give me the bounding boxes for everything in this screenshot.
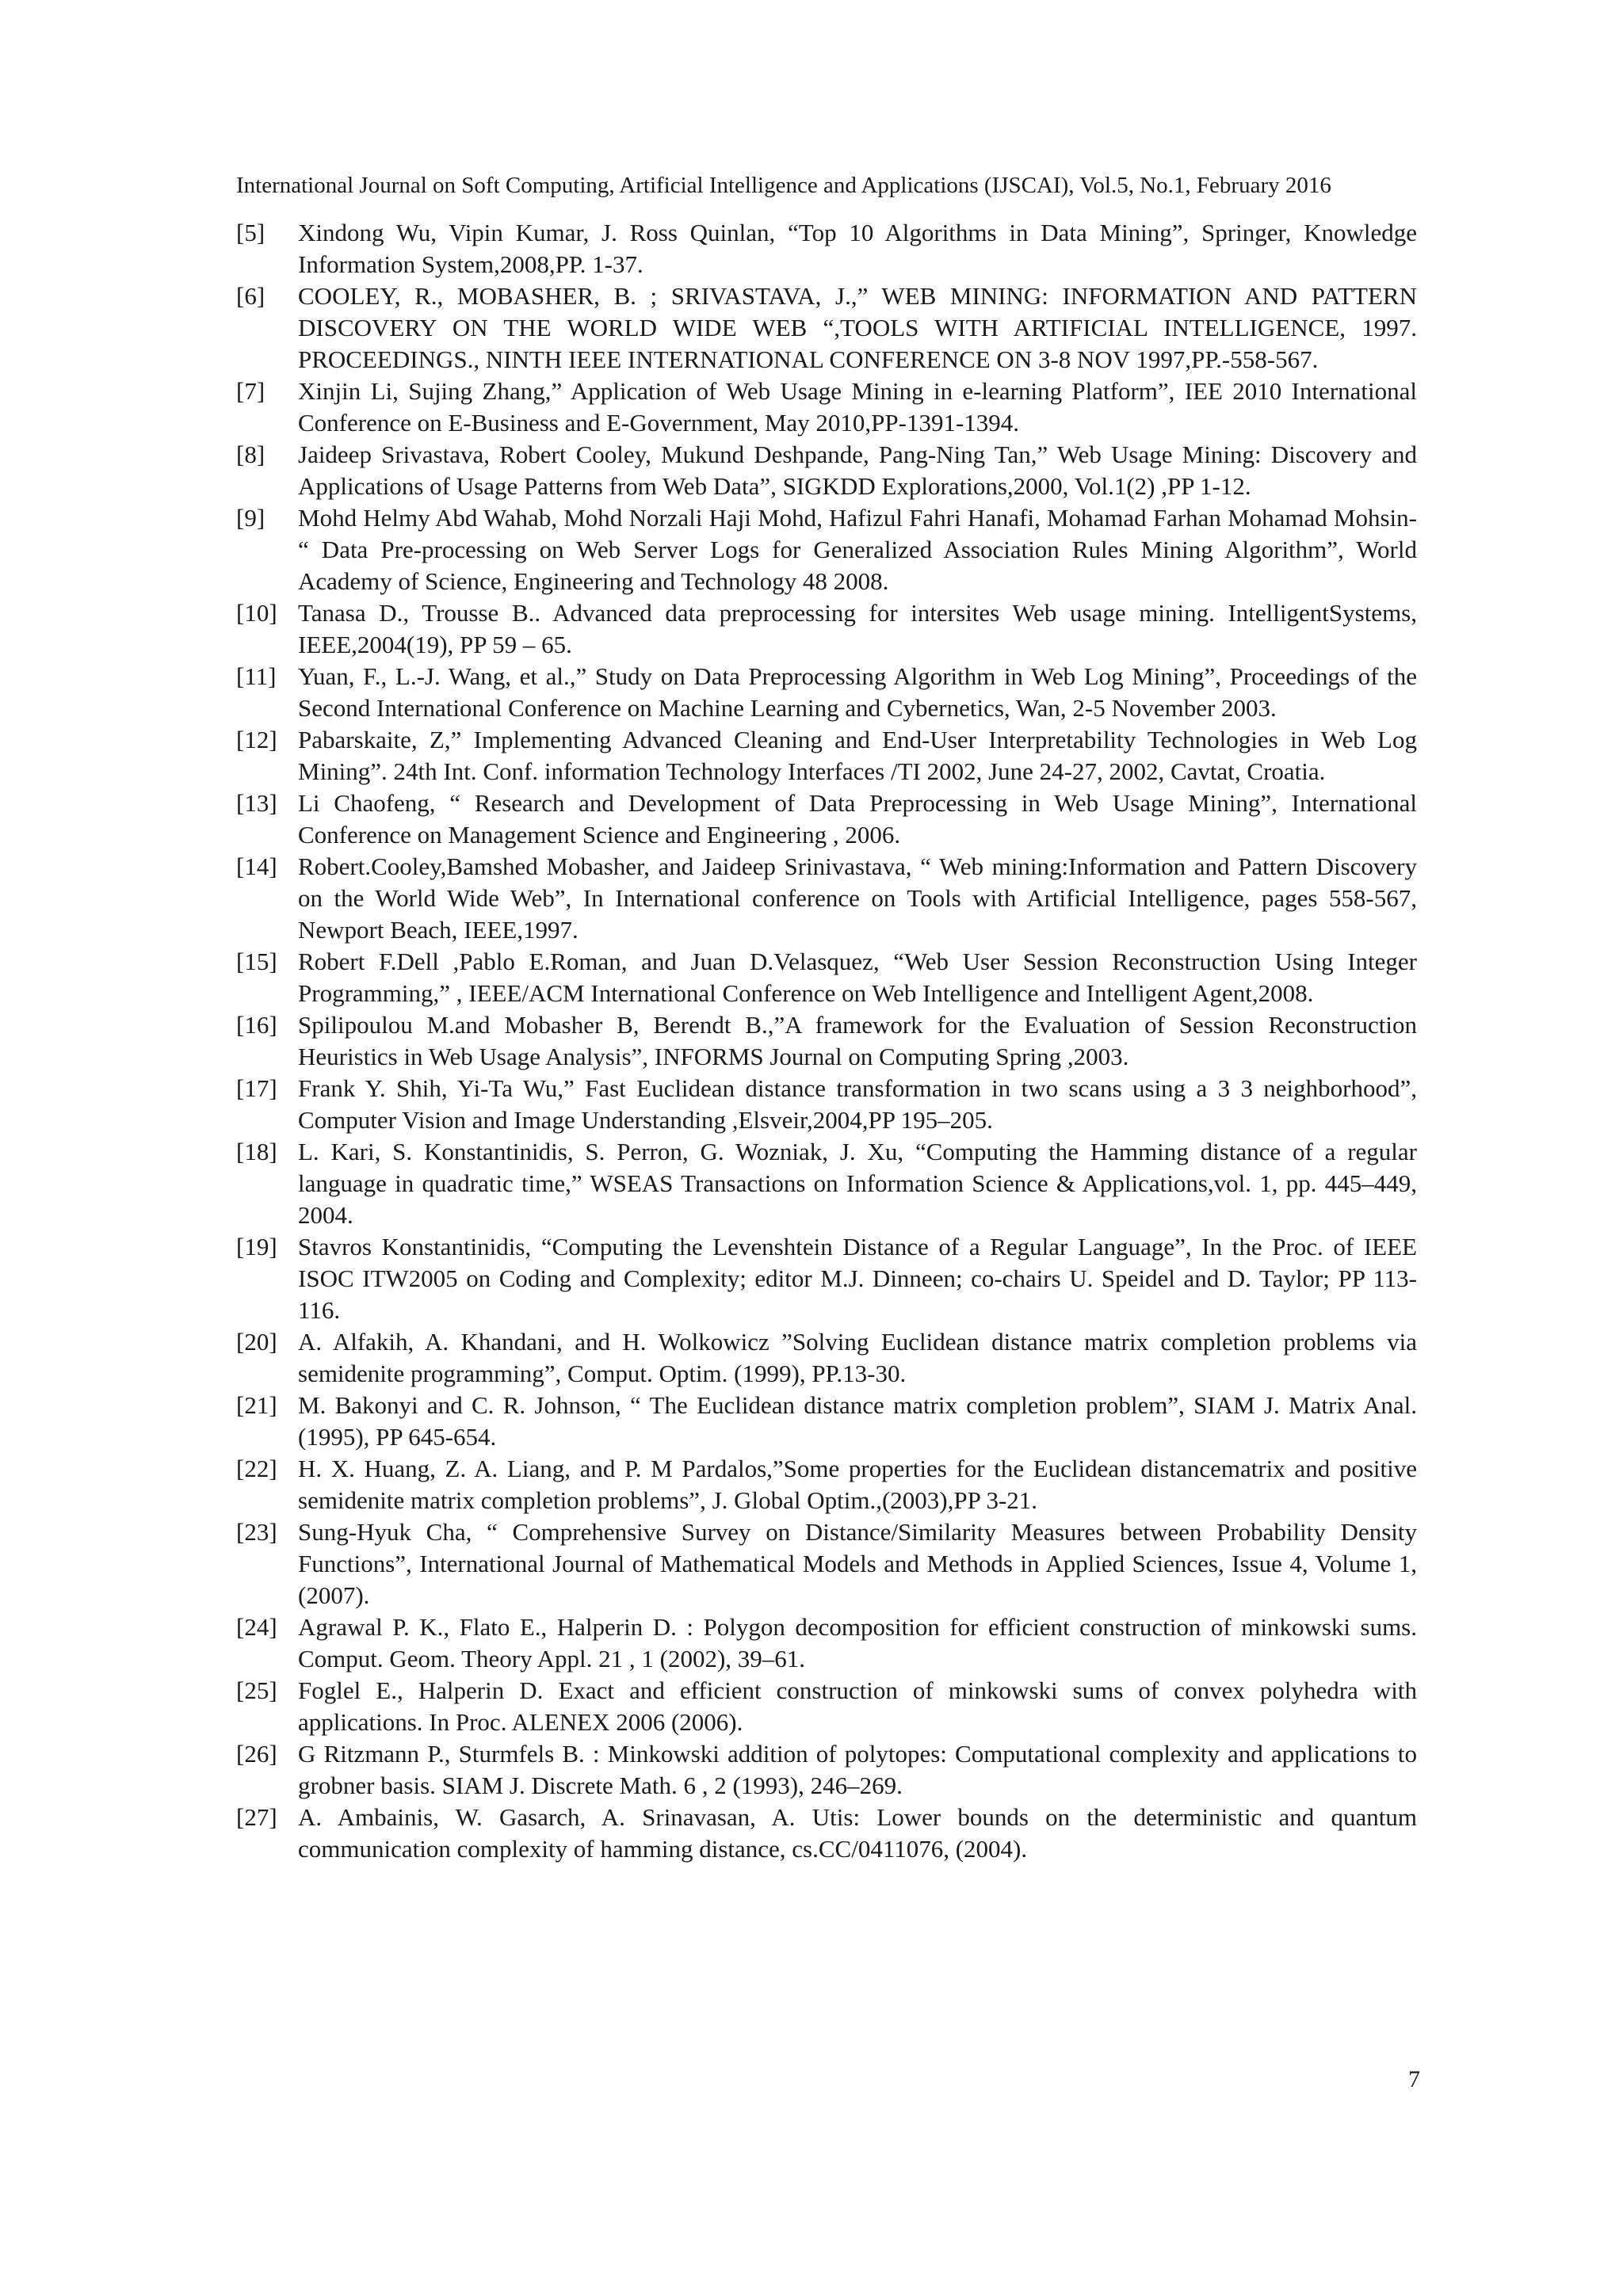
reference-number: [13] (236, 789, 277, 817)
reference-number: [14] (236, 852, 277, 880)
reference-number: [22] (236, 1455, 277, 1482)
reference-text: L. Kari, S. Konstantinidis, S. Perron, G. Wozniak, J. Xu, “Computing the Hamming distance of a regular language in quadratic time,” WSEAS Transactions on Information Science & Applications,vol. 1, pp. 445–449, 2004. (298, 1138, 1417, 1229)
reference-text: H. X. Huang, Z. A. Liang, and P. M Pardalos,”Some properties for the Euclidean distancematrix and positive semidenite matrix completion problems”, J. Global Optim.,(2003),PP 3-21. (298, 1455, 1417, 1514)
reference-item (236, 1073, 1417, 1136)
reference-text: Agrawal P. K., Flato E., Halperin D. : Polygon decomposition for efficient construction of minkowski sums. Comput. Geom. Theory Appl. 21 , 1 (2002), 39–61. (298, 1613, 1417, 1672)
reference-number: [15] (236, 948, 277, 975)
reference-text: G Ritzmann P., Sturmfels B. : Minkowski addition of polytopes: Computational complexity and applications to grobner basis. SIAM J. Discrete Math. 6 , 2 (1993), 246–269. (298, 1740, 1417, 1799)
reference-text: Tanasa D., Trousse B.. Advanced data preprocessing for intersites Web usage mining. IntelligentSystems, IEEE,2004(19), PP 59 – 65. (298, 599, 1417, 658)
reference-number: [21] (236, 1391, 277, 1419)
reference-number: [25] (236, 1676, 277, 1704)
reference-item (236, 217, 1417, 280)
page-number: 7 (1408, 2066, 1420, 2092)
reference-number: [12] (236, 726, 277, 753)
reference-item (236, 851, 1417, 946)
reference-item (236, 1009, 1417, 1073)
reference-item (236, 788, 1417, 851)
reference-number: [16] (236, 1011, 277, 1039)
reference-number: [5] (236, 219, 265, 246)
reference-number: [18] (236, 1138, 277, 1165)
reference-item (236, 946, 1417, 1009)
reference-text: Li Chaofeng, “ Research and Development of Data Preprocessing in Web Usage Mining”, International Conference on Management Science and Engineering , 2006. (298, 789, 1417, 849)
reference-item (236, 661, 1417, 724)
reference-text: Stavros Konstantinidis, “Computing the Levenshtein Distance of a Regular Language”, In the Proc. of IEEE ISOC ITW2005 on Coding and Complexity; editor M.J. Dinneen; co-chairs U. Speidel and D. Taylor; PP 113-116. (298, 1233, 1417, 1324)
reference-item (236, 1516, 1417, 1611)
reference-item (236, 1231, 1417, 1326)
reference-item (236, 1738, 1417, 1802)
reference-number: [8] (236, 441, 265, 468)
reference-item (236, 597, 1417, 661)
reference-item (236, 1675, 1417, 1738)
reference-number: [10] (236, 599, 277, 627)
reference-item (236, 1802, 1417, 1865)
reference-item (236, 376, 1417, 439)
reference-text: Pabarskaite, Z,” Implementing Advanced Cleaning and End-User Interpretability Technologies in Web Log Mining”. 24th Int. Conf. information Technology Interfaces /TI 2002, June 24-27, 2002, Cavtat, Croatia. (298, 726, 1417, 785)
reference-number: [27] (236, 1803, 277, 1831)
reference-text: Frank Y. Shih, Yi-Ta Wu,” Fast Euclidean distance transformation in two scans using a 3 3 neighborhood”, Computer Vision and Image Understanding ,Elsveir,2004,PP 195–205. (298, 1074, 1417, 1134)
reference-item (236, 280, 1417, 376)
reference-item (236, 1453, 1417, 1516)
reference-text: Jaideep Srivastava, Robert Cooley, Mukund Deshpande, Pang-Ning Tan,” Web Usage Mining: Discovery and Applications of Usage Patterns from Web Data”, SIGKDD Explorations,2000, Vol.1(2) ,PP 1-12. (298, 441, 1417, 500)
reference-list (236, 217, 1417, 1865)
reference-text: Robert F.Dell ,Pablo E.Roman, and Juan D.Velasquez, “Web User Session Reconstruction Using Integer Programming,” , IEEE/ACM International Conference on Web Intelligence and Intelligent Agent,2008. (298, 948, 1417, 1007)
reference-item (236, 1136, 1417, 1231)
reference-text: Mohd Helmy Abd Wahab, Mohd Norzali Haji Mohd, Hafizul Fahri Hanafi, Mohamad Farhan Mohamad Mohsin- “ Data Pre-processing on Web Server Logs for Generalized Association Rules Mining Algorithm”, World Academy of Science, Engineering and Technology 48 2008. (298, 504, 1417, 595)
reference-text: A. Alfakih, A. Khandani, and H. Wolkowicz ”Solving Euclidean distance matrix completion problems via semidenite programming”, Comput. Optim. (1999), PP.13-30. (298, 1328, 1417, 1387)
reference-number: [23] (236, 1518, 277, 1546)
reference-text: Xinjin Li, Sujing Zhang,” Application of Web Usage Mining in e-learning Platform”, IEE 2010 International Conference on E-Business and E-Government, May 2010,PP-1391-1394. (298, 377, 1417, 437)
reference-text: Yuan, F., L.-J. Wang, et al.,” Study on Data Preprocessing Algorithm in Web Log Mining”, Proceedings of the Second International Conference on Machine Learning and Cybernetics, Wan, 2-5 November 2003. (298, 662, 1417, 722)
reference-text: Foglel E., Halperin D. Exact and efficient construction of minkowski sums of convex polyhedra with applications. In Proc. ALENEX 2006 (2006). (298, 1676, 1417, 1736)
reference-text: Robert.Cooley,Bamshed Mobasher, and Jaideep Srinivastava, “ Web mining:Information and Pattern Discovery on the World Wide Web”, In International conference on Tools with Artificial Intelligence, pages 558-567, Newport Beach, IEEE,1997. (298, 852, 1417, 944)
reference-text: M. Bakonyi and C. R. Johnson, “ The Euclidean distance matrix completion problem”, SIAM J. Matrix Anal. (1995), PP 645-654. (298, 1391, 1417, 1451)
reference-text: Xindong Wu, Vipin Kumar, J. Ross Quinlan, “Top 10 Algorithms in Data Mining”, Springer, Knowledge Information System,2008,PP. 1-37. (298, 219, 1417, 278)
running-header: International Journal on Soft Computing, Artificial Intelligence and Applications (IJSCAI), Vol.5, No.1, February 2016 (236, 173, 1331, 198)
reference-item (236, 724, 1417, 788)
reference-number: [11] (236, 662, 277, 690)
reference-number: [19] (236, 1233, 277, 1261)
reference-item (236, 1611, 1417, 1675)
reference-item (236, 439, 1417, 502)
reference-item (236, 502, 1417, 597)
reference-number: [9] (236, 504, 265, 532)
reference-number: [26] (236, 1740, 277, 1768)
reference-number: [24] (236, 1613, 277, 1641)
reference-text: A. Ambainis, W. Gasarch, A. Srinavasan, A. Utis: Lower bounds on the deterministic and quantum communication complexity of hamming distance, cs.CC/0411076, (2004). (298, 1803, 1417, 1863)
reference-text: Sung-Hyuk Cha, “ Comprehensive Survey on Distance/Similarity Measures between Probability Density Functions”, International Journal of Mathematical Models and Methods in Applied Sciences, Issue 4, Volume 1, (2007). (298, 1518, 1417, 1609)
reference-item (236, 1390, 1417, 1453)
reference-number: [20] (236, 1328, 277, 1356)
reference-number: [7] (236, 377, 265, 405)
reference-text: Spilipoulou M.and Mobasher B, Berendt B.,”A framework for the Evaluation of Session Reconstruction Heuristics in Web Usage Analysis”, INFORMS Journal on Computing Spring ,2003. (298, 1011, 1417, 1070)
reference-number: [17] (236, 1074, 277, 1102)
reference-number: [6] (236, 282, 265, 310)
reference-text: COOLEY, R., MOBASHER, B. ; SRIVASTAVA, J.,” WEB MINING: INFORMATION AND PATTERN DISCOVERY ON THE WORLD WIDE WEB “,TOOLS WITH ARTIFICIAL INTELLIGENCE, 1997. PROCEEDINGS., NINTH IEEE INTERNATIONAL CONFERENCE ON 3-8 NOV 1997,PP.-558-567. (298, 282, 1417, 373)
reference-item (236, 1326, 1417, 1390)
